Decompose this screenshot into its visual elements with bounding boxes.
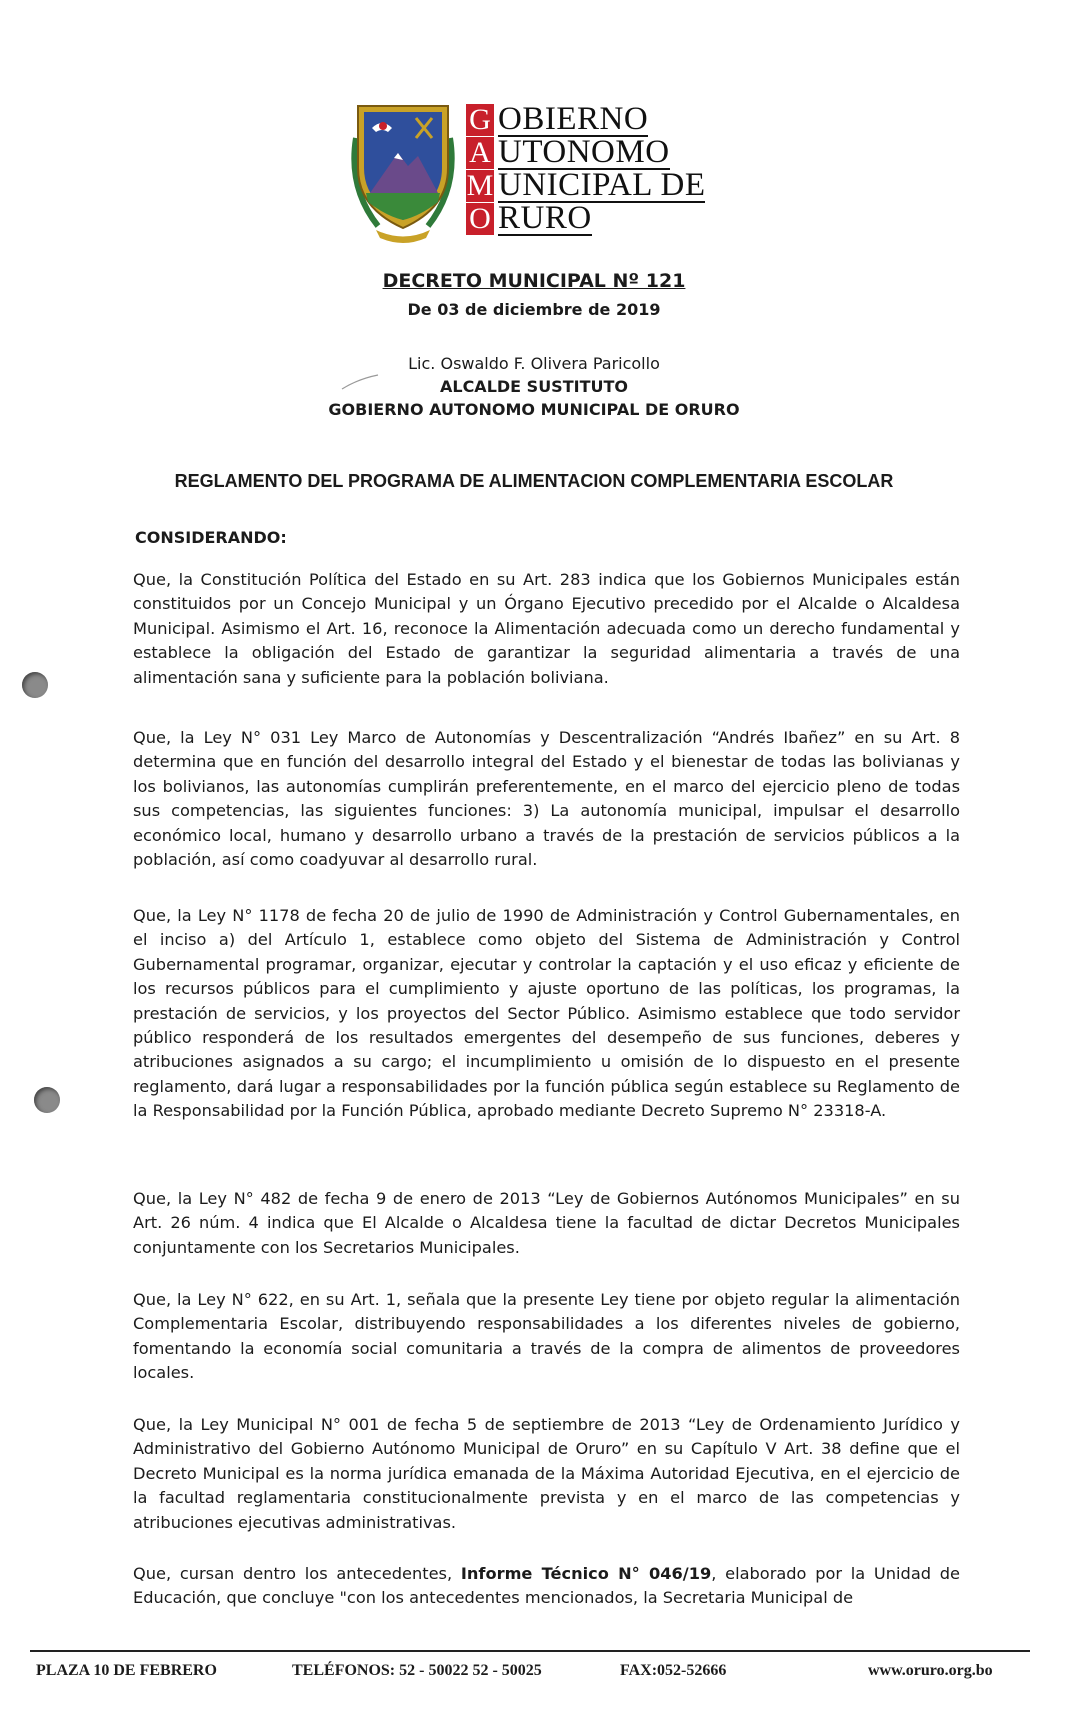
- municipal-logo-text: [466, 100, 751, 238]
- paragraph: Que, la Constitución Política del Estado en su Art. 283 indica que los Gobiernos Municipales están constituidos por un Concejo Municipal y un Órgano Ejecutivo precedido por el Alcalde o Alcaldesa Municipal. Asimismo el Art. 16, reconoce la Alimentación adecuada como un derecho fundamental y establece la obligación del Estado de garantizar la seguridad alimentaria a través de una alimentación sana y suficiente para la población boliviana.: [133, 570, 960, 687]
- footer-phones: TELÉFONOS: 52 - 50022 52 - 50025: [292, 1662, 542, 1679]
- signer-organization: GOBIERNO AUTONOMO MUNICIPAL DE ORURO: [328, 400, 740, 419]
- municipal-header: [348, 98, 748, 243]
- logo-line: [466, 166, 751, 203]
- decree-date: De 03 de diciembre de 2019: [407, 300, 661, 319]
- decree-title-text: DECRETO MUNICIPAL Nº 121: [382, 270, 686, 292]
- footer-website[interactable]: www.oruro.org.bo: [868, 1662, 993, 1679]
- logo-word: RURO: [498, 199, 592, 236]
- paragraph: Que, la Ley N° 622, en su Art. 1, señala que la presente Ley tiene por objeto regular la alimentación Complementaria Escolar, distribuyendo responsabilidades a los diferentes niveles de gobierno, fomentando la economía social comunitaria a través de la compra de alimentos de proveedores locales.: [133, 1290, 960, 1383]
- punch-hole-icon: [22, 672, 48, 698]
- footer-fax: FAX:052-52666: [620, 1662, 727, 1679]
- informe-reference: Informe Técnico N° 046/19: [460, 1564, 712, 1583]
- paragraph: Que, la Ley Municipal N° 001 de fecha 5 de septiembre de 2013 “Ley de Ordenamiento Jurídico y Administrativo del Gobierno Autónomo Municipal de Oruro” en su Capítulo V Art. 38 define que el Decreto Municipal es la norma jurídica emanada de la Máxima Autoridad Ejecutiva, en el ejercicio de la facultad reglamentaria constitucionalmente prevista y en el marco de las competencias y atribuciones ejecutivas administrativas.: [133, 1415, 960, 1532]
- logo-word: OBIERNO: [498, 100, 649, 137]
- logo-initial: A: [466, 137, 494, 169]
- signer-role: ALCALDE SUSTITUTO: [439, 377, 628, 396]
- logo-initial: M: [466, 168, 494, 202]
- logo-initial: O: [466, 203, 494, 235]
- logo-word: UTONOMO: [498, 133, 670, 170]
- logo-line: [466, 199, 751, 236]
- footer-divider: [30, 1650, 1030, 1652]
- paragraph-last: [133, 1562, 960, 1611]
- punch-hole-icon: [34, 1087, 60, 1113]
- municipal-crest-icon: [348, 98, 458, 243]
- footer-address: PLAZA 10 DE FEBRERO: [36, 1662, 217, 1679]
- signer-name: Lic. Oswaldo F. Olivera Paricollo: [408, 354, 660, 373]
- paragraph: Que, la Ley N° 1178 de fecha 20 de julio de 1990 de Administración y Control Gubernamentales, en el inciso a) del Artículo 1, establece como objeto del Sistema de Administración y Control Gubernamental programar, organizar, ejecutar y controlar la captación y el uso eficaz y eficiente de los recursos públicos para el cumplimiento y ajuste oportuno de las políticas, los programas, la prestación de servicios, y los proyectos del Sector Público. Asimismo establece que todo servidor público responderá de los resultados emergentes del desempeño de sus funciones, deberes y atribuciones asignados a su cargo; el incumplimiento u omisión de lo dispuesto en el presente reglamento, dará lugar a responsabilidades por la función pública según establece su Reglamento de la Responsabilidad por la Función Pública, aprobado mediante Decreto Supremo N° 23318-A.: [133, 906, 960, 1121]
- decree-title: [0, 270, 1068, 292]
- paragraph: Que, la Ley N° 482 de fecha 9 de enero de 2013 “Ley de Gobiernos Autónomos Municipales” en su Art. 26 núm. 4 indica que El Alcalde o Alcaldesa tiene la facultad de dictar Decretos Municipales conjuntamente con los Secretarios Municipales.: [133, 1189, 960, 1257]
- logo-line: [466, 100, 751, 137]
- paragraph: Que, la Ley N° 031 Ley Marco de Autonomías y Descentralización “Andrés Ibañez” en su Art. 8 determina que en función del desarrollo integral del Estado y el bienestar de todas las bolivianas y los bolivianos, las autonomías cumplirán preferentemente, en el marco del ejercicio pleno de todas sus competencias, las siguientes funciones: 3) La autonomía municipal, impulsar el desarrollo económico local, humano y desarrollo urbano a través de la prestación de servicios públicos a la población, así como coadyuvar al desarrollo rural.: [133, 728, 960, 870]
- paragraph-last-after: , elaborado por la Unidad de Educación, que concluye "con los antecedentes mencionados, la Secretaria Municipal de: [133, 1564, 960, 1608]
- regulation-title: REGLAMENTO DEL PROGRAMA DE ALIMENTACION COMPLEMENTARIA ESCOLAR: [174, 471, 894, 491]
- logo-line: [466, 133, 751, 170]
- paragraph-last-before: Que, cursan dentro los antecedentes,: [133, 1564, 461, 1583]
- logo-initial: G: [466, 104, 494, 136]
- logo-word: UNICIPAL DE: [498, 166, 706, 203]
- considering-heading: CONSIDERANDO:: [135, 528, 287, 547]
